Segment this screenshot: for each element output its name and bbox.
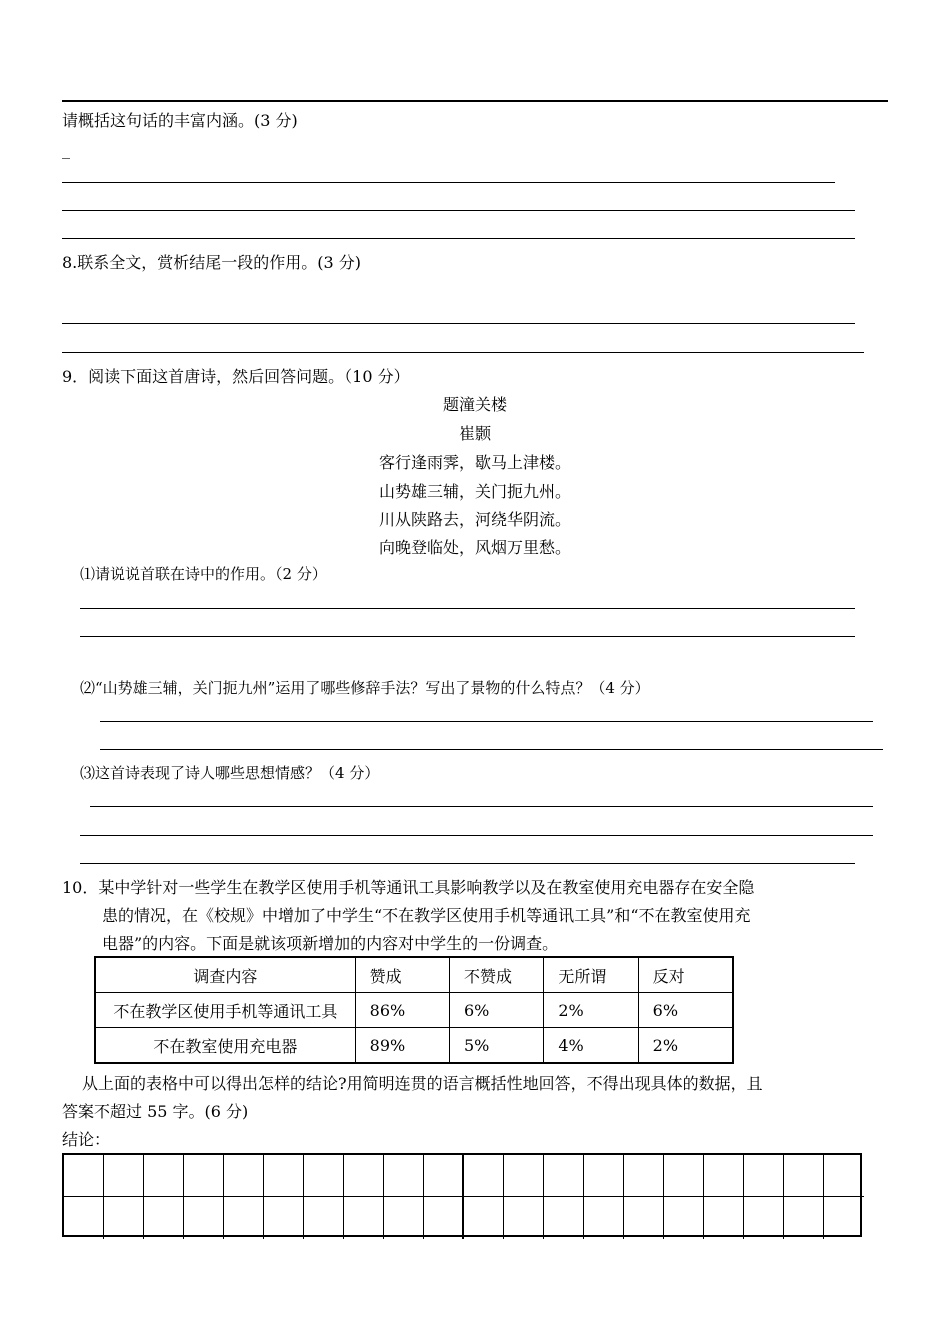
q10-intro-line: 10．某中学针对一些学生在教学区使用手机等通讯工具影响教学以及在教室使用充电器存在安全隐	[62, 878, 755, 897]
answer-grid-cell[interactable]	[304, 1197, 344, 1239]
poem-line: 山势雄三辅，关门扼九州。	[378, 482, 571, 501]
answer-grid-cell[interactable]	[464, 1197, 504, 1239]
answer-grid-cell[interactable]	[104, 1155, 144, 1197]
answer-grid-cell[interactable]	[224, 1155, 264, 1197]
answer-line[interactable]	[80, 835, 873, 836]
answer-line[interactable]	[80, 863, 855, 864]
poem-line: 向晚登临处，风烟万里愁。	[378, 538, 571, 557]
answer-line[interactable]	[80, 608, 855, 609]
table-header-cell: 赞成	[355, 957, 449, 993]
table-cell: 不在教室使用充电器	[95, 1028, 355, 1064]
table-header-cell: 反对	[638, 957, 733, 993]
answer-grid-cell[interactable]	[544, 1197, 584, 1239]
answer-grid-cell[interactable]	[344, 1155, 384, 1197]
answer-grid-cell[interactable]	[184, 1155, 224, 1197]
answer-grid-cell[interactable]	[384, 1197, 424, 1239]
table-header-row	[95, 957, 733, 993]
answer-grid-cell[interactable]	[624, 1155, 664, 1197]
answer-grid-cell[interactable]	[464, 1155, 504, 1197]
q10-question-line: 从上面的表格中可以得出怎样的结论?用简明连贯的语言概括性地回答，不得出现具体的数据，且	[82, 1074, 763, 1093]
answer-grid-cell[interactable]	[64, 1155, 104, 1197]
table-row	[95, 993, 733, 1028]
answer-grid-cell[interactable]	[824, 1197, 864, 1239]
answer-line[interactable]	[62, 210, 855, 211]
answer-grid-cell[interactable]	[424, 1197, 464, 1239]
answer-grid-cell[interactable]	[184, 1197, 224, 1239]
table-cell: 5%	[449, 1028, 543, 1064]
answer-grid-cell[interactable]	[704, 1197, 744, 1239]
answer-line[interactable]	[80, 636, 855, 637]
answer-grid-cell[interactable]	[664, 1155, 704, 1197]
conclusion-label: 结论：	[62, 1130, 111, 1149]
top-rule	[62, 100, 888, 102]
answer-grid-cell[interactable]	[784, 1197, 824, 1239]
table-cell: 6%	[449, 993, 543, 1028]
answer-grid-cell[interactable]	[384, 1155, 424, 1197]
q10-intro-line: 电器”的内容。下面是就该项新增加的内容对中学生的一份调查。	[102, 934, 559, 953]
answer-line[interactable]	[100, 721, 873, 722]
answer-grid-cell[interactable]	[504, 1155, 544, 1197]
table-header-cell: 不赞成	[449, 957, 543, 993]
answer-grid-cell[interactable]	[584, 1197, 624, 1239]
answer-grid-cell[interactable]	[544, 1155, 584, 1197]
q7-dash: _	[62, 140, 70, 159]
answer-line[interactable]	[90, 806, 873, 807]
answer-grid-cell[interactable]	[504, 1197, 544, 1239]
answer-grid-cell[interactable]	[424, 1155, 464, 1197]
answer-line[interactable]	[100, 749, 883, 750]
answer-grid-cell[interactable]	[624, 1197, 664, 1239]
answer-line[interactable]	[62, 323, 855, 324]
survey-table	[94, 956, 734, 1064]
table-cell: 4%	[544, 1028, 638, 1064]
table-header-cell: 无所谓	[544, 957, 638, 993]
table-cell: 89%	[355, 1028, 449, 1064]
q10-intro-line: 患的情况，在《校规》中增加了中学生“不在教学区使用手机等通讯工具”和“不在教室使用充	[102, 906, 751, 925]
q9-sub2: ⑵“山势雄三辅，关门扼九州”运用了哪些修辞手法？写出了景物的什么特点？（4 分）	[80, 679, 650, 697]
answer-grid-cell[interactable]	[264, 1197, 304, 1239]
answer-grid-cell[interactable]	[664, 1197, 704, 1239]
q9-prompt: 9．阅读下面这首唐诗，然后回答问题。（10 分）	[62, 367, 410, 386]
answer-grid-cell[interactable]	[344, 1197, 384, 1239]
answer-grid-cell[interactable]	[264, 1155, 304, 1197]
table-cell: 6%	[638, 993, 733, 1028]
answer-grid-cell[interactable]	[104, 1197, 144, 1239]
q10-question-line: 答案不超过 55 字。(6 分)	[62, 1102, 249, 1121]
q9-sub3: ⑶这首诗表现了诗人哪些思想情感？（4 分）	[80, 764, 380, 782]
table-header-cell: 调查内容	[95, 957, 355, 993]
poem-author: 崔颢	[458, 424, 491, 443]
table-cell: 不在教学区使用手机等通讯工具	[95, 993, 355, 1028]
answer-line[interactable]	[62, 352, 864, 353]
poem-line: 川从陕路去，河绕华阴流。	[378, 510, 571, 529]
answer-grid	[62, 1153, 862, 1237]
answer-grid-cell[interactable]	[584, 1155, 624, 1197]
poem-title: 题潼关楼	[442, 395, 507, 414]
q8-prompt: 8.联系全文，赏析结尾一段的作用。(3 分)	[62, 253, 362, 272]
q9-sub1: ⑴请说说首联在诗中的作用。（2 分）	[80, 565, 327, 583]
poem-line: 客行逢雨霁，歇马上津楼。	[378, 453, 571, 472]
answer-grid-cell[interactable]	[224, 1197, 264, 1239]
answer-grid-cell[interactable]	[784, 1155, 824, 1197]
answer-grid-cell[interactable]	[704, 1155, 744, 1197]
answer-grid-cell[interactable]	[744, 1197, 784, 1239]
answer-grid-cell[interactable]	[144, 1155, 184, 1197]
answer-line[interactable]	[62, 238, 855, 239]
answer-grid-cell[interactable]	[144, 1197, 184, 1239]
answer-grid-cell[interactable]	[304, 1155, 344, 1197]
answer-grid-cell[interactable]	[64, 1197, 104, 1239]
answer-grid-cell[interactable]	[744, 1155, 784, 1197]
answer-line[interactable]	[62, 182, 835, 183]
q7-prompt: 请概括这句话的丰富内涵。(3 分)	[62, 111, 298, 130]
answer-grid-cell[interactable]	[824, 1155, 864, 1197]
table-row	[95, 1028, 733, 1064]
table-cell: 86%	[355, 993, 449, 1028]
table-cell: 2%	[544, 993, 638, 1028]
table-cell: 2%	[638, 1028, 733, 1064]
